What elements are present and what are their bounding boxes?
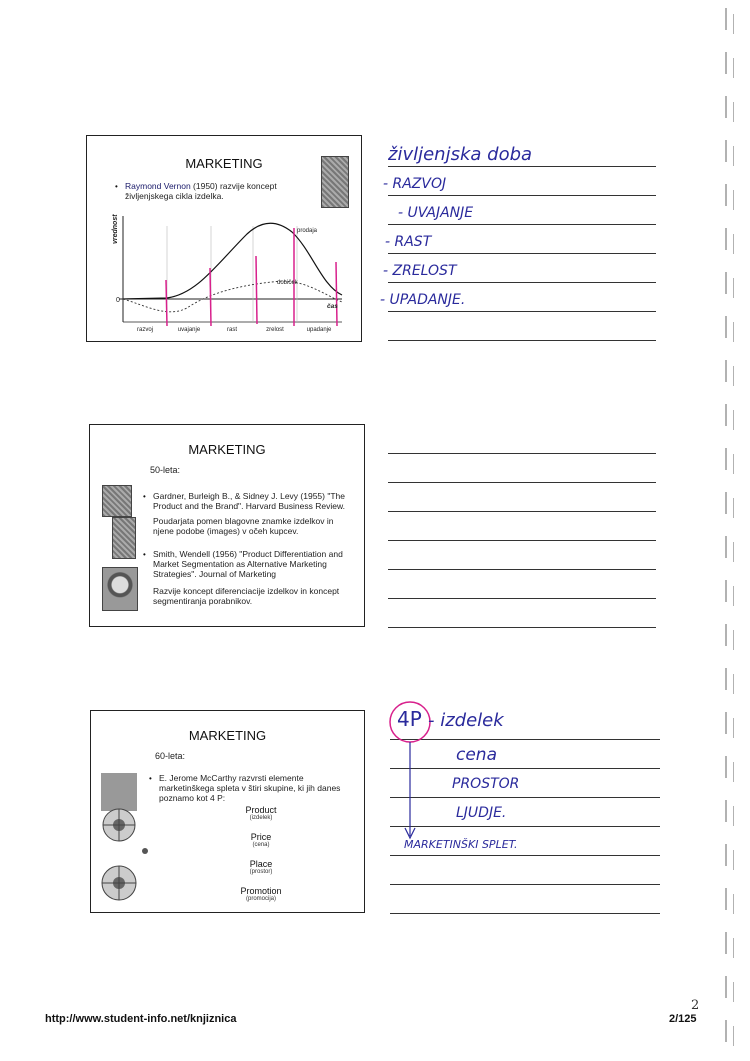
handwritten-note: - RAZVOJ [383, 176, 447, 192]
note-line [388, 598, 656, 599]
ref-line: Gardner, Burleigh B., & Sidney J. Levy (1955) "The [153, 491, 346, 501]
slide-2-title: MARKETING [188, 442, 266, 457]
note-line [388, 340, 656, 341]
slide-1 [86, 135, 362, 342]
binding-mark [726, 756, 734, 782]
slide-3-title: MARKETING [188, 728, 267, 743]
handwritten-note: - UPADANJE. [380, 292, 466, 308]
x-axis-label: čas [327, 303, 338, 310]
binding-mark [726, 448, 734, 474]
bullet-dot: • [149, 774, 152, 783]
author-name: Raymond Vernon [125, 181, 191, 191]
handwritten-note: - RAST [385, 234, 432, 250]
slide-1-title: MARKETING [185, 156, 263, 171]
handwritten-note: - ZRELOST [383, 263, 457, 279]
bullet-line: marketinškega spleta v štiri skupine, ki jih danes [159, 783, 341, 793]
ref-line: Market Segmentation as Alternative Marketing [153, 559, 327, 569]
binding-mark [726, 316, 734, 342]
ref-line: Product and the Brand". Harvard Business Review. [153, 501, 346, 511]
four-p-list [211, 805, 311, 913]
binding-mark [726, 536, 734, 562]
handwritten-note: - izdelek [428, 710, 504, 731]
sales-curve [123, 223, 342, 299]
binding-mark [726, 668, 734, 694]
binding-mark [726, 52, 734, 78]
p-name: Price [250, 832, 272, 842]
p-sub: (promocija) [245, 896, 276, 902]
footer-page: 2/125 [669, 1013, 697, 1025]
note-line [388, 453, 656, 454]
binding-mark [726, 1020, 734, 1046]
slide-3-subtitle: 60-leta: [155, 751, 186, 761]
note-line [388, 195, 656, 196]
note-line [388, 569, 656, 570]
ref-line: Strategies". Journal of Marketing [153, 569, 277, 579]
binding-mark [726, 228, 734, 254]
stage-label: upadanje [306, 327, 332, 333]
sales-label: prodaja [297, 228, 318, 234]
handwritten-4p: 4P [397, 707, 422, 731]
slide-2-bullet-2 [153, 549, 363, 579]
binding-mark [726, 624, 734, 650]
bullet-dot: • [143, 550, 146, 559]
note-line [388, 482, 656, 483]
y-axis-label: vrednost [112, 214, 119, 244]
handwritten-note: cena [456, 745, 497, 765]
binding-mark [726, 712, 734, 738]
binding-mark [726, 404, 734, 430]
slide-2-bullet-1 [153, 491, 363, 511]
para-line: njene podobe (images) v očeh kupcev. [153, 526, 299, 536]
bullet-dot: • [115, 182, 118, 191]
handwritten-note: - UVAJANJE [398, 205, 474, 221]
stage-label: zrelost [266, 327, 284, 333]
binding-mark [726, 272, 734, 298]
smith-photo [102, 567, 138, 611]
p-sub: (prostor) [249, 869, 273, 875]
note-line [390, 884, 660, 885]
p-item [211, 805, 311, 832]
slide-3 [90, 710, 365, 913]
note-line [388, 166, 656, 167]
bullet-dot: • [143, 492, 146, 501]
binding-mark [726, 184, 734, 210]
binding-mark [726, 800, 734, 826]
stage-label: rast [226, 327, 238, 333]
binding-mark [726, 96, 734, 122]
bullet-text: (1950) razvije koncept [190, 181, 277, 191]
note-line [388, 224, 656, 225]
slide-3-bullet [159, 773, 359, 803]
note-line [388, 282, 656, 283]
ref-line: Smith, Wendell (1956) "Product Differentiation and [153, 549, 343, 559]
para-line: segmentiranja porabnikov. [153, 596, 253, 606]
handwritten-note: LJUDJE. [456, 805, 507, 821]
binding-mark [726, 492, 734, 518]
p-item [211, 832, 311, 859]
profit-label: dobiček [277, 280, 298, 286]
stage-label: uvajanje [177, 327, 201, 333]
stage-label: razvoj [136, 327, 154, 333]
p-sub: (cena) [252, 842, 270, 848]
note-line [388, 627, 656, 628]
binding-mark [726, 844, 734, 870]
p-sub: (izdelek) [249, 815, 273, 821]
binding-mark [726, 976, 734, 1002]
book-photo [112, 517, 136, 559]
bullet-line: E. Jerome McCarthy razvrsti elemente [159, 773, 304, 783]
handwritten-note: PROSTOR [452, 776, 520, 792]
binding-marks [720, 0, 734, 1061]
binding-mark [726, 888, 734, 914]
binding-mark [726, 8, 734, 34]
marketing-mix-wheels [95, 771, 165, 901]
note-line [388, 540, 656, 541]
note-line [388, 311, 656, 312]
p-item [211, 859, 311, 886]
handwritten-note: življenjska doba [388, 144, 533, 165]
para-line: Poudarjata pomen blagovne znamke izdelkov in [153, 516, 334, 526]
note-line [388, 511, 656, 512]
p-name: Promotion [240, 886, 282, 896]
binding-mark [726, 580, 734, 606]
note-line [390, 855, 660, 856]
note-line [388, 253, 656, 254]
slide-2-subtitle: 50-leta: [150, 465, 181, 475]
profit-curve [123, 281, 342, 312]
handwritten-note: MARKETINŠKI SPLET. [404, 838, 518, 851]
binding-mark [726, 932, 734, 958]
p-name: Product [245, 805, 277, 815]
p-item [211, 886, 311, 913]
slide-2-para-1 [153, 516, 363, 536]
zero-label: 0 [116, 297, 120, 304]
binding-mark [726, 140, 734, 166]
slide-2 [89, 424, 365, 627]
bullet-text-2: življenjskega cikla izdelka. [125, 191, 224, 201]
p-name: Place [249, 859, 273, 869]
note-line [390, 913, 660, 914]
slide-2-para-2 [153, 586, 363, 606]
binding-mark [726, 360, 734, 386]
para-line: Razvije koncept diferenciacije izdelkov in koncept [153, 586, 340, 596]
bullet-line: poznamo kot 4 P: [159, 793, 226, 803]
gardner-photo [102, 485, 132, 517]
handwritten-page-number: 2 [691, 998, 700, 1013]
footer-url[interactable]: http://www.student-info.net/knjiznica [45, 1013, 237, 1025]
life-cycle-chart [87, 136, 363, 343]
